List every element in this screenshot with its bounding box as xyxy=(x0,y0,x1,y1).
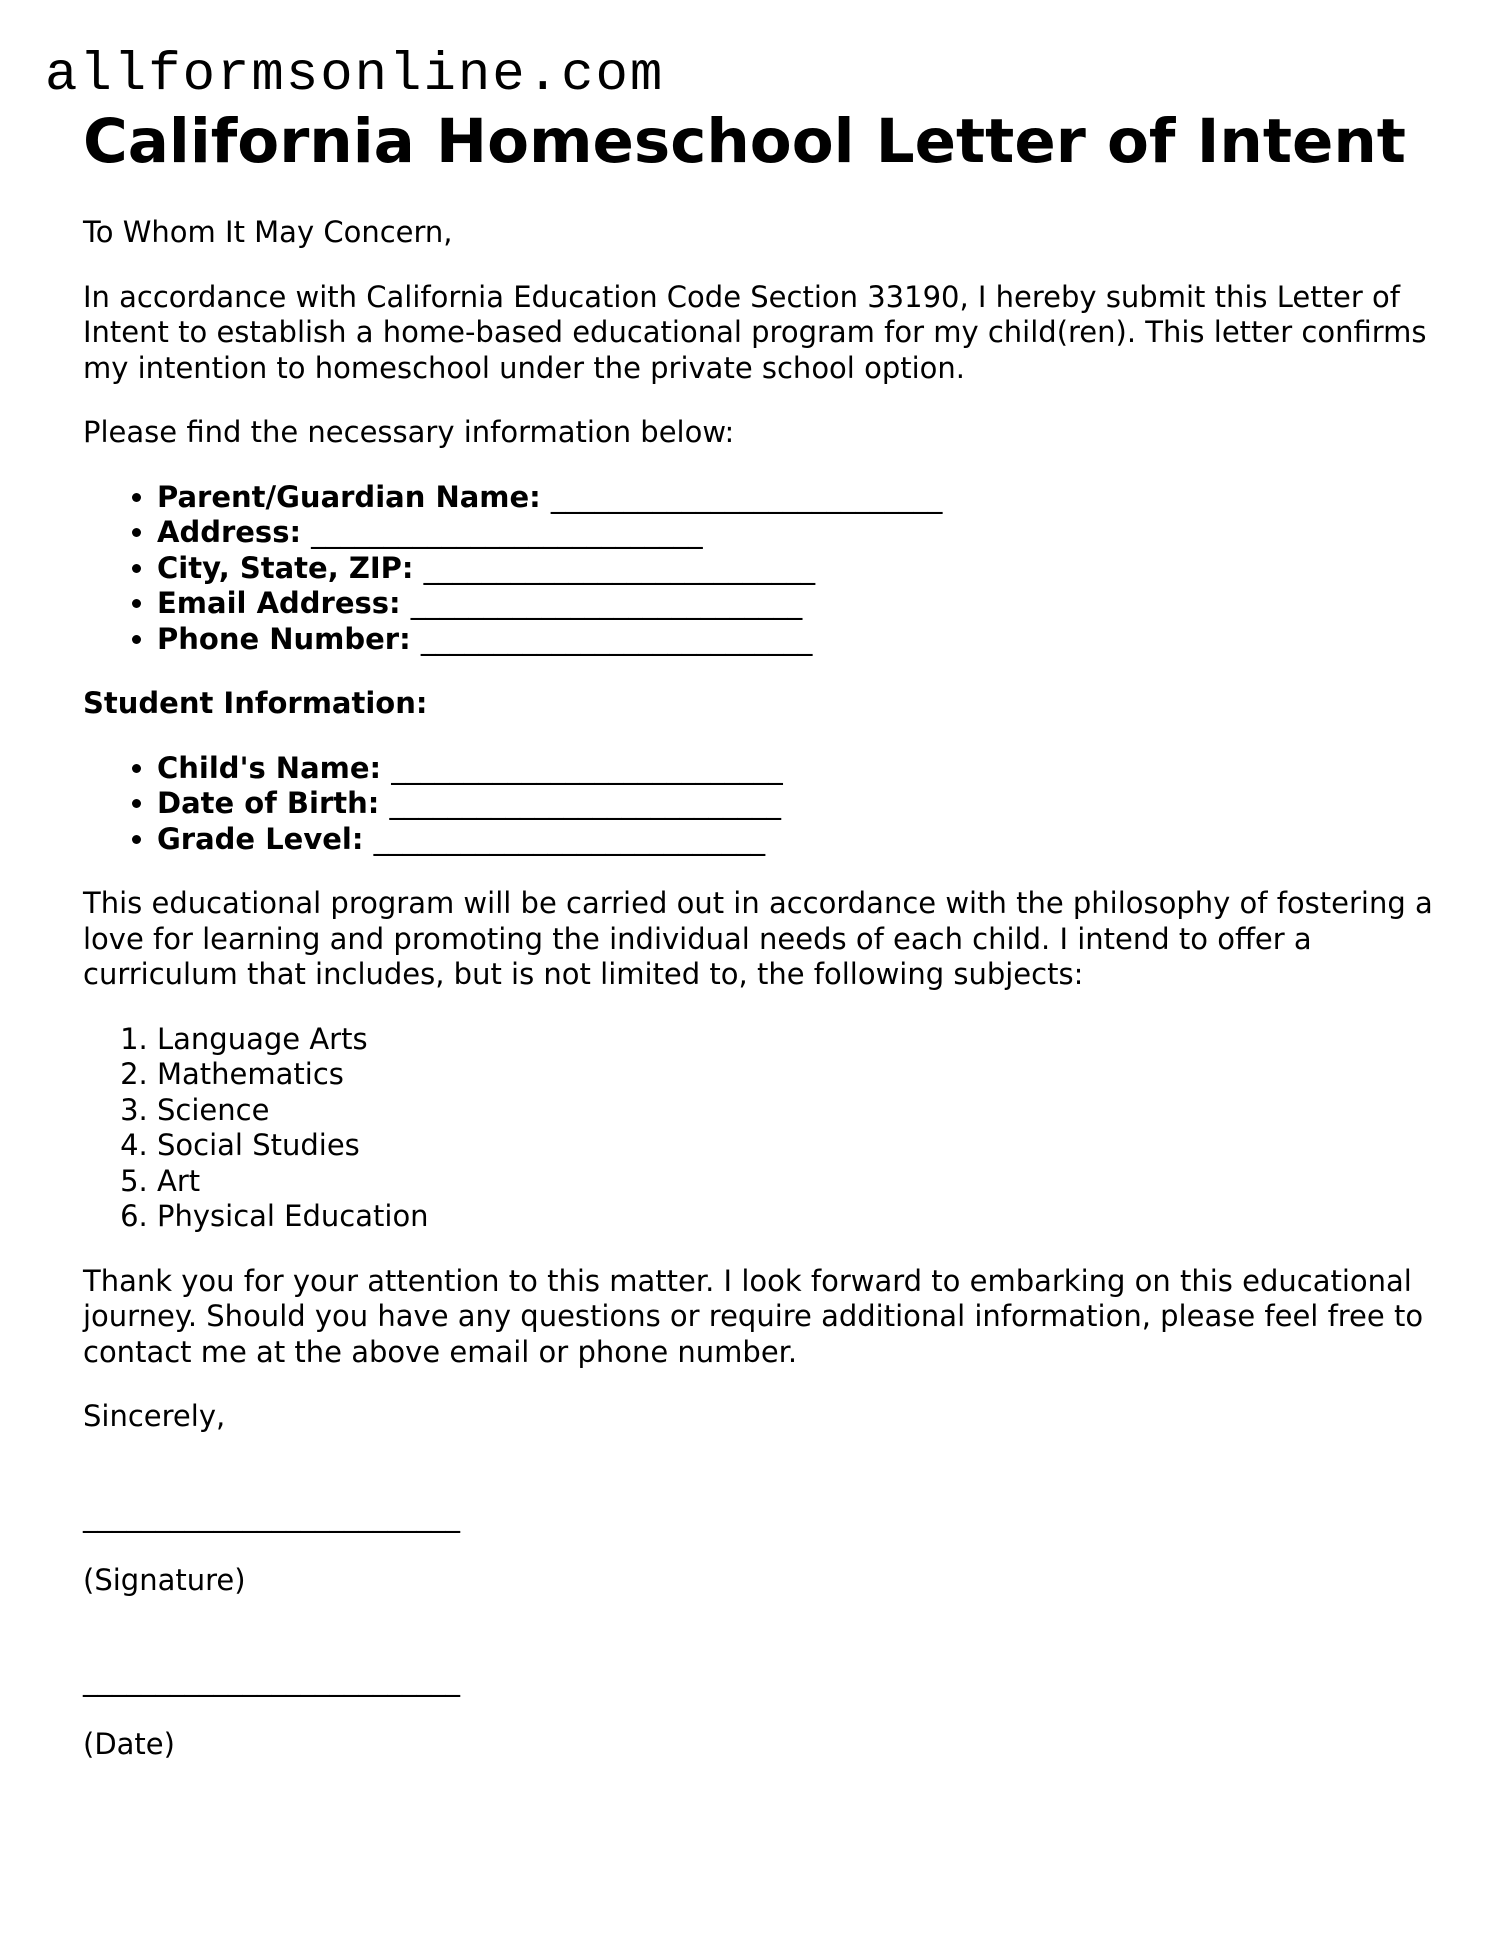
list-item: 2. Mathematics xyxy=(157,1057,1463,1093)
date-line: __________________________ xyxy=(83,1662,460,1697)
blank-line: ___________________________ xyxy=(423,550,816,585)
watermark-text: allformsonline.com xyxy=(45,45,665,106)
info-prompt: Please find the necessary information below: xyxy=(83,415,735,449)
letter-body xyxy=(83,105,1463,1792)
field-label: Grade Level: xyxy=(157,821,364,856)
list-item xyxy=(157,786,1463,822)
intro-paragraph: In accordance with California Education Code Section 33190, I hereby submit this Letter of Intent to establish a home-based educational program for my child(ren). This letter confirms my intention to homeschool under the private school option. xyxy=(83,279,1427,385)
salutation: To Whom It May Concern, xyxy=(83,215,453,249)
blank-line: ___________________________ xyxy=(311,515,703,549)
list-item: 4. Social Studies xyxy=(157,1128,1463,1164)
blank-line: ___________________________ xyxy=(410,586,803,620)
list-item xyxy=(157,515,1463,551)
field-label: Phone Number: xyxy=(157,621,411,656)
subjects-list xyxy=(83,1022,1463,1235)
field-label: Email Address: xyxy=(157,586,401,620)
date-label: (Date) xyxy=(83,1727,175,1761)
list-item xyxy=(157,622,1463,658)
list-item: 1. Language Arts xyxy=(157,1022,1463,1058)
list-item: 6. Physical Education xyxy=(157,1199,1463,1235)
blank-line: ___________________________ xyxy=(550,479,943,514)
list-item xyxy=(157,822,1463,858)
student-info-list xyxy=(83,751,1463,858)
blank-line: ___________________________ xyxy=(391,750,783,785)
list-item xyxy=(157,751,1463,787)
blank-line: ___________________________ xyxy=(420,621,813,656)
field-label: Address: xyxy=(157,515,302,549)
blank-line: ___________________________ xyxy=(373,821,766,856)
student-info-heading: Student Information: xyxy=(83,686,428,720)
list-item xyxy=(157,551,1463,587)
field-label: City, State, ZIP: xyxy=(157,550,414,585)
program-paragraph: This educational program will be carried out in accordance with the philosophy of fostering a love for learning and promoting the individual needs of each child. I intend to offer a curriculum that includes, but is not limited to, the following subjects: xyxy=(83,886,1433,991)
field-label: Child's Name: xyxy=(157,750,382,785)
page-title: California Homeschool Letter of Intent xyxy=(83,106,1406,177)
signature-line: __________________________ xyxy=(83,1498,460,1533)
list-item xyxy=(157,480,1463,516)
signature-label: (Signature) xyxy=(83,1563,246,1597)
parent-info-list xyxy=(83,480,1463,658)
blank-line: ___________________________ xyxy=(389,786,781,820)
list-item xyxy=(157,586,1463,622)
field-label: Parent/Guardian Name: xyxy=(157,479,541,514)
list-item: 3. Science xyxy=(157,1093,1463,1129)
closing-paragraph: Thank you for your attention to this matter. I look forward to embarking on this educational journey. Should you have any questions or require additional information, please feel free to contact me at the above email or phone number. xyxy=(83,1263,1424,1369)
field-label: Date of Birth: xyxy=(157,786,380,820)
sign-off: Sincerely, xyxy=(83,1399,226,1433)
list-item: 5. Art xyxy=(157,1164,1463,1200)
